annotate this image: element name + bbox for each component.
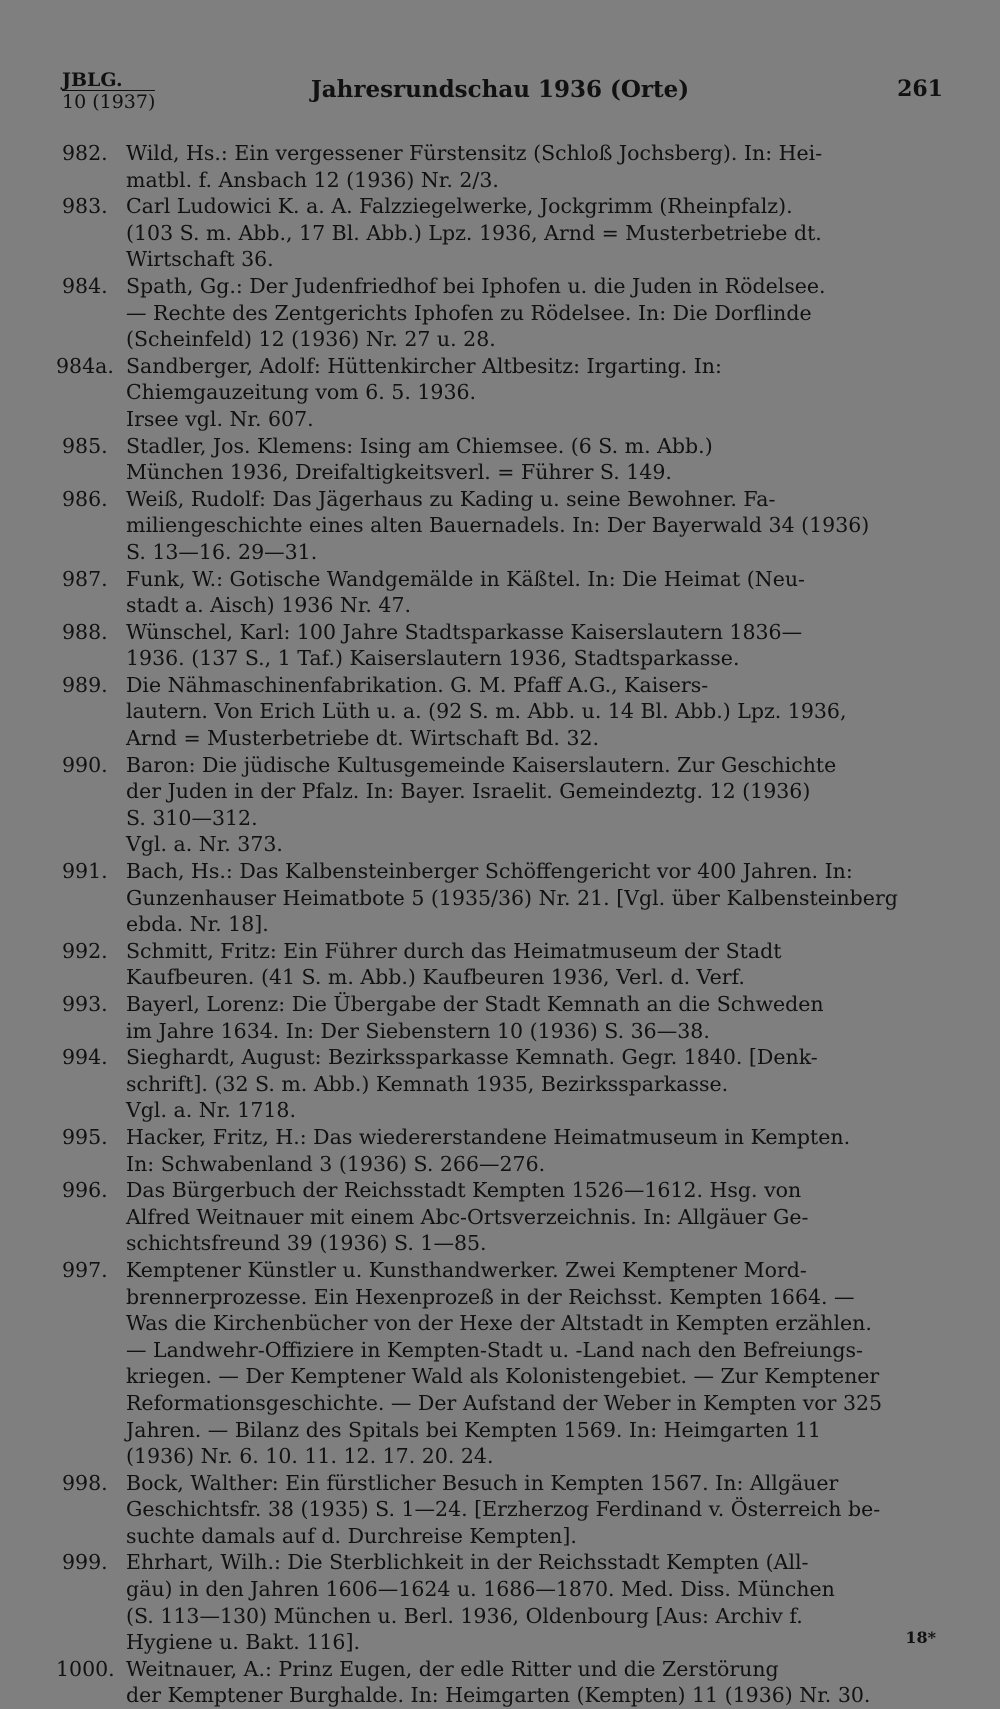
entry-number: 994. [62, 1045, 108, 1070]
entry-text-line: Wünschel, Karl: 100 Jahre Stadtsparkasse Kaiserslautern 1836— [126, 619, 803, 644]
bibliography-entry [62, 991, 942, 1044]
entry-number: 988. [62, 619, 108, 644]
entry-number: 985. [62, 433, 108, 458]
bibliography-entry [62, 1549, 942, 1655]
running-title: Jahresrundschau 1936 (Orte) [310, 76, 690, 103]
bibliography-entry [62, 672, 942, 752]
entry-text-line: Carl Ludowici K. a. A. Falzziegelwerke, Jockgrimm (Rheinpfalz). [126, 194, 793, 219]
entry-text-line: Baron: Die jüdische Kultusgemeinde Kaiserslautern. Zur Geschichte [126, 752, 837, 777]
entry-text-line: S. 310—312. [126, 805, 258, 830]
entry-text-line: ebda. Nr. 18]. [126, 912, 269, 937]
entry-text-line: Stadler, Jos. Klemens: Ising am Chiemsee. (6 S. m. Abb.) [126, 433, 713, 458]
entry-text-line: suchte damals auf d. Durchreise Kempten]. [126, 1523, 577, 1548]
bibliography-entry [62, 486, 942, 566]
entry-text-line: Ehrhart, Wilh.: Die Sterblichkeit in der Reichsstadt Kempten (All- [126, 1550, 809, 1575]
entry-text-line: lautern. Von Erich Lüth u. a. (92 S. m. Abb. u. 14 Bl. Abb.) Lpz. 1936, [126, 699, 847, 724]
bibliography-entry [62, 1124, 942, 1177]
entry-text-line: Schmitt, Fritz: Ein Führer durch das Heimatmuseum der Stadt [126, 938, 782, 963]
bibliography-entry [62, 273, 942, 353]
entry-text-line: kriegen. — Der Kemptener Wald als Kolonistengebiet. — Zur Kemptener [126, 1364, 880, 1389]
entry-text-line: Spath, Gg.: Der Judenfriedhof bei Iphofen u. die Juden in Rödelsee. [126, 273, 826, 298]
entry-text-line: In: Schwabenland 3 (1936) S. 266—276. [126, 1151, 546, 1176]
bibliography-entry [62, 433, 942, 486]
bibliography-entry [62, 1257, 942, 1470]
entry-text-line: Alfred Weitnauer mit einem Abc-Ortsverzeichnis. In: Allgäuer Ge- [126, 1204, 809, 1229]
entry-number: 991. [62, 859, 108, 884]
entry-number: 984. [62, 273, 108, 298]
entry-text-line: Arnd = Musterbetriebe dt. Wirtschaft Bd. 32. [126, 726, 600, 751]
entry-text-line: Geschichtsfr. 38 (1935) S. 1—24. [Erzherzog Ferdinand v. Österreich be- [126, 1497, 881, 1522]
entry-text-line: Reformationsgeschichte. — Der Aufstand der Weber in Kempten vor 325 [126, 1390, 883, 1415]
entry-text-line: stadt a. Aisch) 1936 Nr. 47. [126, 593, 411, 618]
bibliography-entry [62, 193, 942, 273]
bibliography-entry [62, 140, 942, 193]
entry-text-line: schichtsfreund 39 (1936) S. 1—85. [126, 1231, 487, 1256]
entry-number: 992. [62, 938, 108, 963]
signature-mark: 18* [905, 1628, 936, 1647]
entry-text-line: gäu) in den Jahren 1606—1624 u. 1686—1870. Med. Diss. München [126, 1577, 835, 1602]
bibliography-entry [62, 858, 942, 938]
entry-text-line: Hacker, Fritz, H.: Das wiedererstandene Heimatmuseum in Kempten. [126, 1124, 851, 1149]
entry-number: 996. [62, 1178, 108, 1203]
entry-text-line: Kemptener Künstler u. Kunsthandwerker. Zwei Kemptener Mord- [126, 1257, 807, 1282]
bibliography-entry [62, 1044, 942, 1124]
entry-text-line: Chiemgauzeitung vom 6. 5. 1936. [126, 380, 477, 405]
entry-number: 986. [62, 486, 108, 511]
bibliography-entry [56, 353, 942, 433]
entry-text-line: Kaufbeuren. (41 S. m. Abb.) Kaufbeuren 1936, Verl. d. Verf. [126, 965, 745, 990]
entry-text-line: Weitnauer, A.: Prinz Eugen, der edle Ritter und die Zerstörung [126, 1656, 779, 1681]
entry-text-line: Funk, W.: Gotische Wandgemälde in Käßtel. In: Die Heimat (Neu- [126, 566, 805, 591]
entry-number: 983. [62, 194, 108, 219]
entry-text-line: (103 S. m. Abb., 17 Bl. Abb.) Lpz. 1936, Arnd = Musterbetriebe dt. [126, 220, 822, 245]
entry-text-line: der Juden in der Pfalz. In: Bayer. Israelit. Gemeindeztg. 12 (1936) [126, 779, 811, 804]
entry-number: 997. [62, 1257, 108, 1282]
entry-text-line: Vgl. a. Nr. 1718. [126, 1098, 296, 1123]
entry-text-line: im Jahre 1634. In: Der Siebenstern 10 (1936) S. 36—38. [126, 1018, 710, 1043]
entry-number: 999. [62, 1550, 108, 1575]
entry-text-line: miliengeschichte eines alten Bauernadels. In: Der Bayerwald 34 (1936) [126, 513, 870, 538]
entry-text-line: — Landwehr-Offiziere in Kempten-Stadt u. -Land nach den Befreiungs- [126, 1337, 863, 1362]
entry-text-line: Bayerl, Lorenz: Die Übergabe der Stadt Kemnath an die Schweden [126, 992, 824, 1016]
entry-text-line: München 1936, Dreifaltigkeitsverl. = Führer S. 149. [126, 460, 672, 485]
entry-number: 984a. [56, 353, 114, 378]
entry-number: 993. [62, 992, 108, 1016]
entry-text-line: Weiß, Rudolf: Das Jägerhaus zu Kading u. seine Bewohner. Fa- [126, 486, 776, 511]
entry-text-line: Wirtschaft 36. [126, 247, 274, 272]
entry-text-line: Die Nähmaschinenfabrikation. G. M. Pfaff A.G., Kaisers- [126, 672, 709, 697]
entry-text-line: der Kemptener Burghalde. In: Heimgarten (Kempten) 11 (1936) Nr. 30. [126, 1683, 871, 1708]
bibliography-entry [62, 938, 942, 991]
bibliography-entry [62, 1470, 942, 1550]
entry-text-line: Jahren. — Bilanz des Spitals bei Kempten 1569. In: Heimgarten 11 [126, 1417, 821, 1442]
entry-text-line: (S. 113—130) München u. Berl. 1936, Oldenbourg [Aus: Archiv f. [126, 1603, 803, 1628]
journal-abbrev: JBLG. [62, 69, 123, 91]
entry-number: 987. [62, 566, 108, 591]
entry-number: 990. [62, 752, 108, 777]
entry-text-line: Was die Kirchenbücher von der Hexe der Altstadt in Kempten erzählen. [126, 1311, 872, 1336]
entry-text-line: Sandberger, Adolf: Hüttenkircher Altbesitz: Irgarting. In: [126, 353, 722, 378]
entry-text-line: Das Bürgerbuch der Reichsstadt Kempten 1526—1612. Hsg. von [126, 1178, 802, 1203]
bibliography-entry [62, 619, 942, 672]
bibliography-entry [62, 752, 942, 858]
bibliography-entry [62, 566, 942, 619]
entry-text-line: 1936. (137 S., 1 Taf.) Kaiserslautern 1936, Stadtsparkasse. [126, 646, 740, 671]
bibliography-list [56, 140, 942, 1709]
entry-text-line: schrift]. (32 S. m. Abb.) Kemnath 1935, Bezirkssparkasse. [126, 1071, 729, 1096]
entry-number: 989. [62, 672, 108, 697]
entry-text-line: (Scheinfeld) 12 (1936) Nr. 27 u. 28. [126, 327, 496, 352]
bibliography-entry [62, 1177, 942, 1257]
entry-number: 982. [62, 141, 108, 165]
entry-text-line: (1936) Nr. 6. 10. 11. 12. 17. 20. 24. [126, 1444, 494, 1469]
entry-text-line: S. 13—16. 29—31. [126, 539, 318, 564]
entry-number: 1000. [56, 1656, 115, 1681]
entry-text-line: Bach, Hs.: Das Kalbensteinberger Schöffengericht vor 400 Jahren. In: [126, 859, 853, 884]
bibliography-entry [56, 1656, 942, 1709]
entry-text-line: Sieghardt, August: Bezirkssparkasse Kemnath. Gegr. 1840. [Denk- [126, 1045, 818, 1070]
entry-text-line: Wild, Hs.: Ein vergessener Fürstensitz (Schloß Jochsberg). In: Hei- [126, 141, 823, 165]
entry-number: 995. [62, 1124, 108, 1149]
entry-text-line: Irsee vgl. Nr. 607. [126, 406, 314, 431]
entry-text-line: — Rechte des Zentgerichts Iphofen zu Rödelsee. In: Die Dorflinde [126, 300, 812, 325]
journal-volume: 10 (1937) [62, 91, 156, 113]
entry-text-line: Vgl. a. Nr. 373. [126, 832, 283, 857]
entry-text-line: Hygiene u. Bakt. 116]. [126, 1630, 360, 1655]
page-number: 261 [897, 76, 943, 102]
entry-text-line: Gunzenhauser Heimatbote 5 (1935/36) Nr. 21. [Vgl. über Kalbensteinberg [126, 885, 898, 910]
entry-number: 998. [62, 1470, 108, 1495]
entry-text-line: Bock, Walther: Ein fürstlicher Besuch in Kempten 1567. In: Allgäuer [126, 1470, 839, 1495]
entry-text-line: brennerprozesse. Ein Hexenprozeß in der Reichsst. Kempten 1664. — [126, 1284, 855, 1309]
entry-text-line: matbl. f. Ansbach 12 (1936) Nr. 2/3. [126, 167, 499, 192]
